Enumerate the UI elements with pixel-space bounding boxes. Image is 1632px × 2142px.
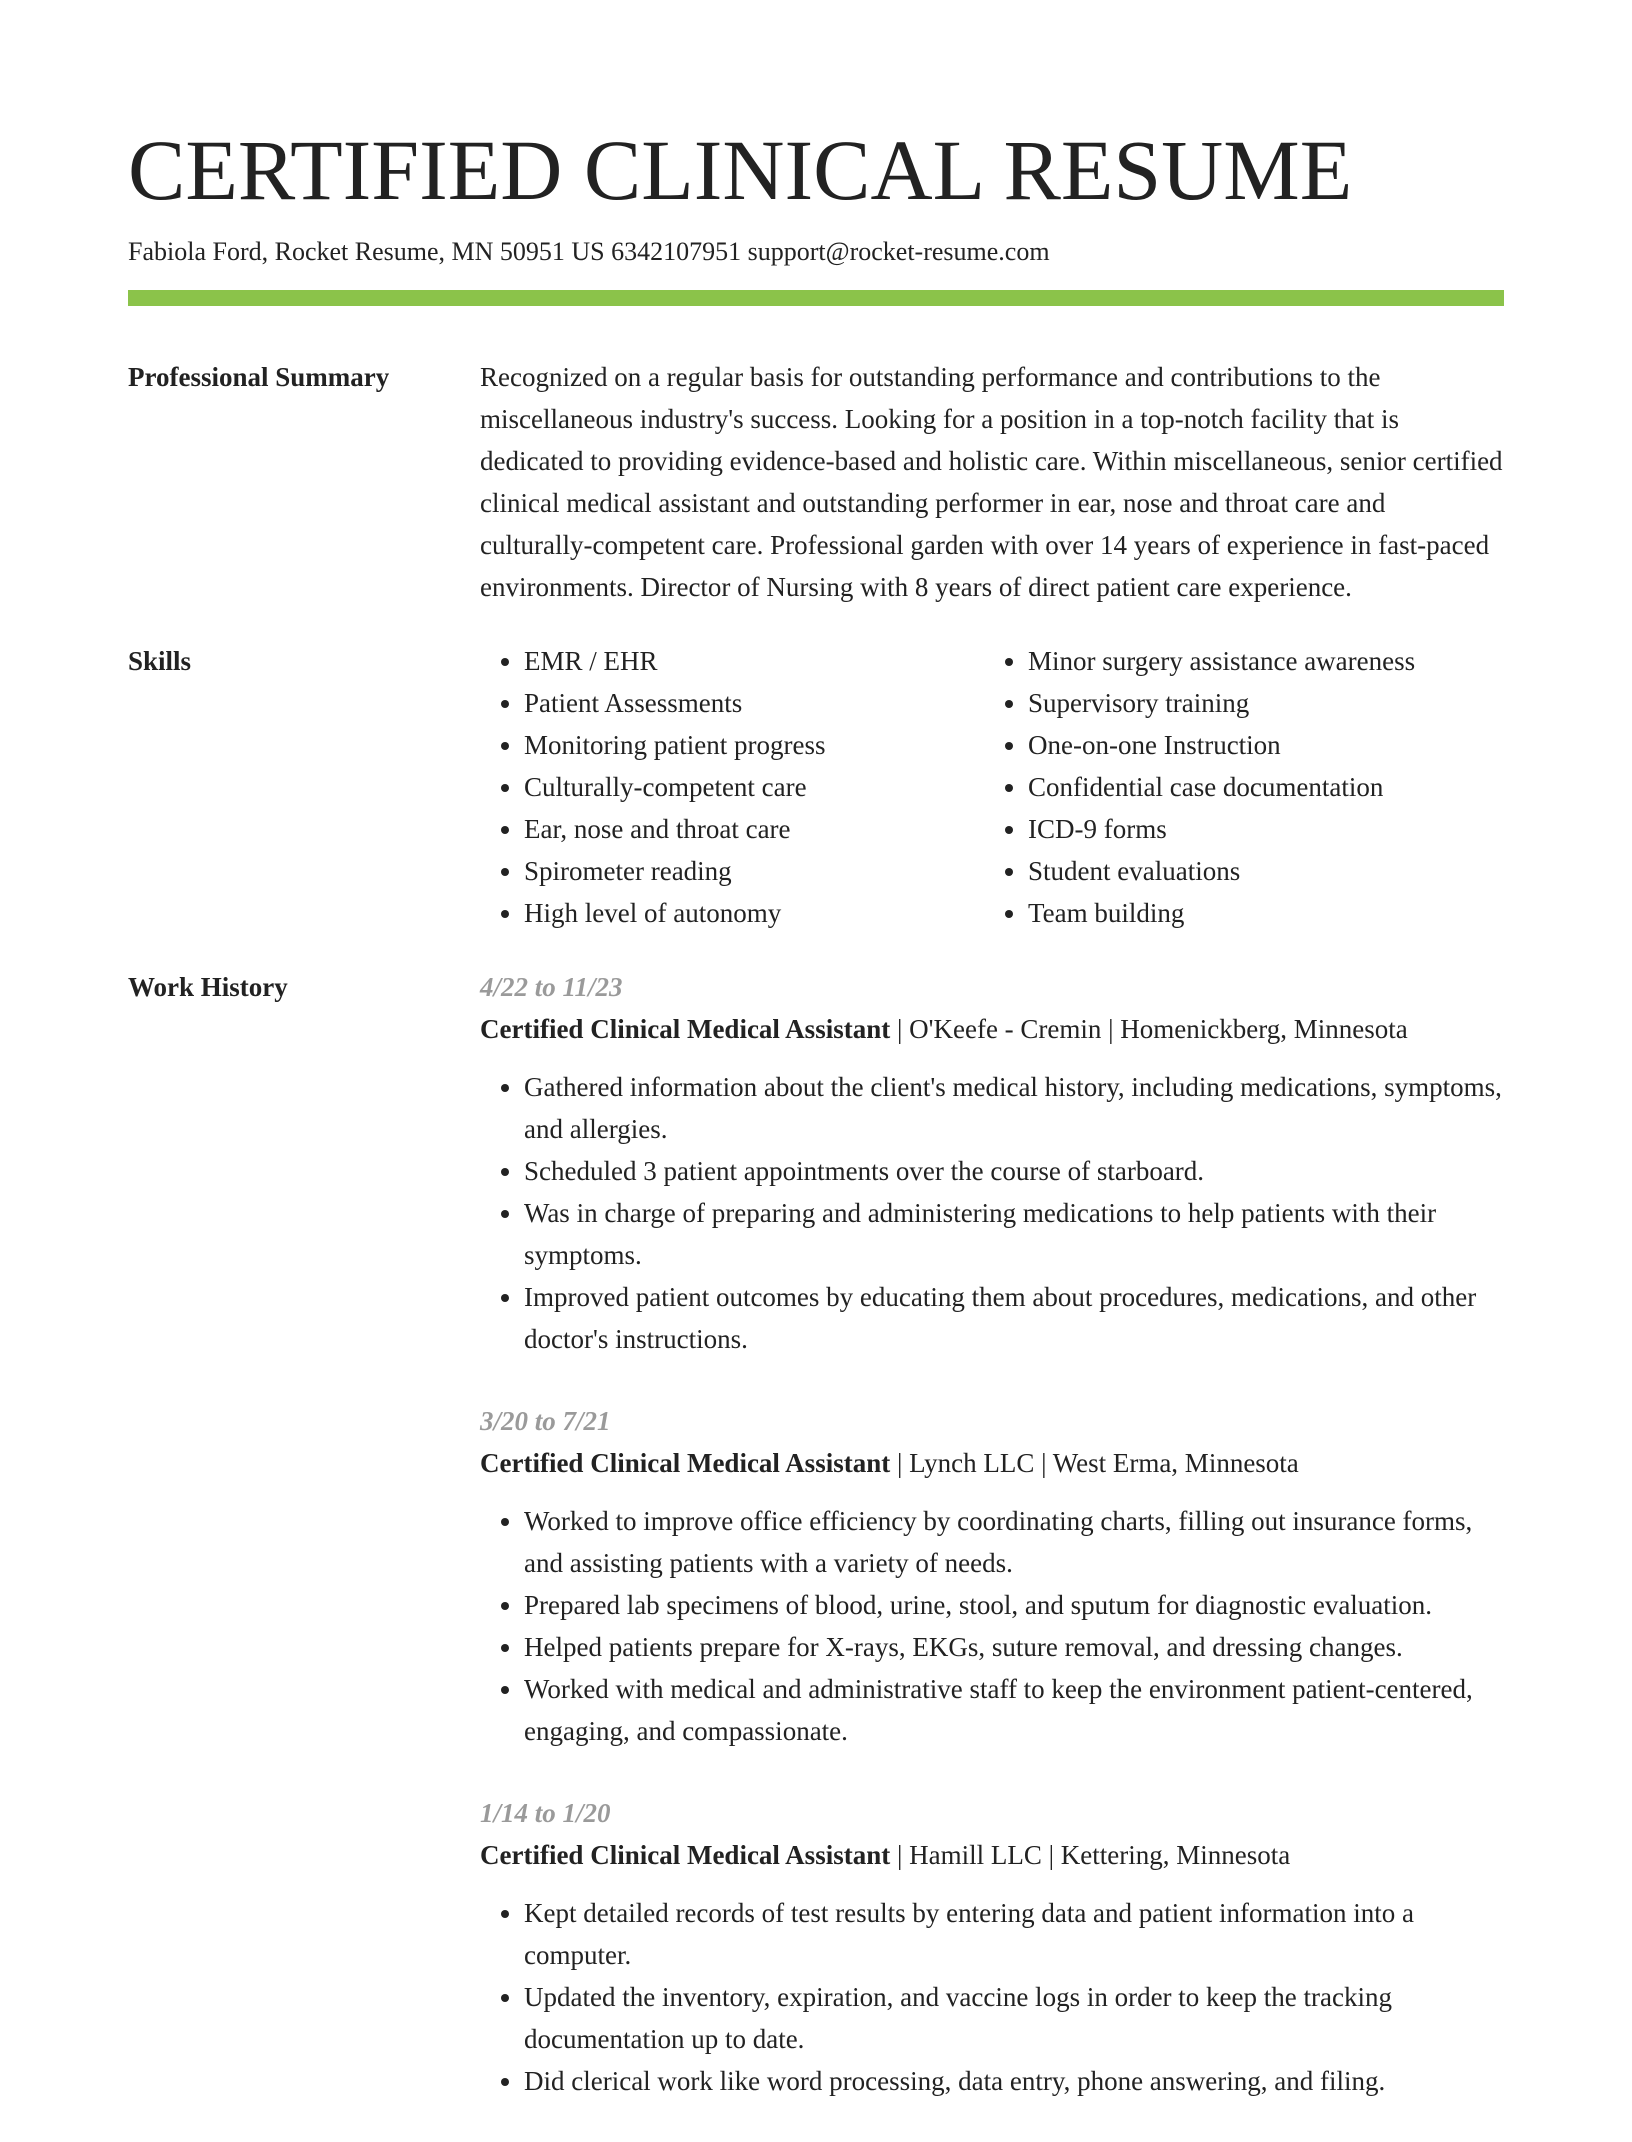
skills-list-left: [480, 640, 984, 934]
job-bullets: [480, 1892, 1504, 2102]
skill-item: • High level of autonomy: [524, 892, 984, 934]
job-bullets: [480, 1500, 1504, 1752]
skill-item: • Patient Assessments: [524, 682, 984, 724]
header-divider: [128, 290, 1504, 306]
job-bullet: • Did clerical work like word processing, data entry, phone answering, and filing.: [524, 2060, 1504, 2102]
job-title: Certified Clinical Medical Assistant: [480, 1448, 891, 1478]
skill-item: • Team building: [1028, 892, 1488, 934]
work-history-section: [128, 966, 1504, 2142]
job-bullet: • Worked with medical and administrative staff to keep the environment patient-centered, engaging, and compassionate.: [524, 1668, 1504, 1752]
skill-item: • Confidential case documentation: [1028, 766, 1488, 808]
job-bullet: • Prepared lab specimens of blood, urine, stool, and sputum for diagnostic evaluation.: [524, 1584, 1504, 1626]
work-history-body: [480, 966, 1504, 2142]
job-bullet: • Scheduled 3 patient appointments over the course of starboard.: [524, 1150, 1504, 1192]
section-heading-work: Work History: [128, 972, 288, 1002]
skill-item: • Spirometer reading: [524, 850, 984, 892]
skill-item: • Minor surgery assistance awareness: [1028, 640, 1488, 682]
job-entry: [480, 1792, 1504, 2102]
job-heading: [480, 1008, 1504, 1050]
job-title: Certified Clinical Medical Assistant: [480, 1014, 891, 1044]
job-bullet: • Was in charge of preparing and administering medications to help patients with their symptoms.: [524, 1192, 1504, 1276]
skill-item: • Culturally-competent care: [524, 766, 984, 808]
skill-item: • ICD-9 forms: [1028, 808, 1488, 850]
job-bullet: • Kept detailed records of test results by entering data and patient information into a computer.: [524, 1892, 1504, 1976]
skills-columns: [480, 640, 1504, 934]
professional-summary-section: [128, 356, 1504, 608]
skill-item: • Ear, nose and throat care: [524, 808, 984, 850]
job-bullets: [480, 1066, 1504, 1360]
job-heading: [480, 1442, 1504, 1484]
skill-item: • Supervisory training: [1028, 682, 1488, 724]
job-bullet: • Updated the inventory, expiration, and vaccine logs in order to keep the tracking documentation up to date.: [524, 1976, 1504, 2060]
section-heading-summary: Professional Summary: [128, 362, 390, 392]
job-title: Certified Clinical Medical Assistant: [480, 1840, 891, 1870]
job-employer-location: | Hamill LLC | Kettering, Minnesota: [890, 1840, 1291, 1870]
resume-title: CERTIFIED CLINICAL RESUME: [128, 122, 1353, 218]
job-entry: [480, 966, 1504, 1360]
skill-item: • One-on-one Instruction: [1028, 724, 1488, 766]
skill-item: • EMR / EHR: [524, 640, 984, 682]
skills-section: [128, 640, 1504, 934]
job-dates: 1/14 to 1/20: [480, 1798, 611, 1828]
summary-text: Recognized on a regular basis for outstanding performance and contributions to the miscellaneous industry's success. Looking for a position in a top-notch facility that is dedicated to providing evidence-based and holistic care. Within miscellaneous, senior certified clinical medical assistant and outstanding performer in ear, nose and throat care and culturally-competent care. Professional garden with over 14 years of experience in fast-paced environments. Director of Nursing with 8 years of direct patient care experience.: [480, 362, 1503, 602]
job-dates: 3/20 to 7/21: [480, 1406, 611, 1436]
resume-page: [128, 0, 1504, 2142]
job-employer-location: | O'Keefe - Cremin | Homenickberg, Minnesota: [890, 1014, 1408, 1044]
skills-list-right: [984, 640, 1488, 934]
job-bullet: • Worked to improve office efficiency by coordinating charts, filling out insurance forms, and assisting patients with a variety of needs.: [524, 1500, 1504, 1584]
contact-line: Fabiola Ford, Rocket Resume, MN 50951 US 6342107951 support@rocket-resume.com: [128, 237, 1050, 266]
job-heading: [480, 1834, 1504, 1876]
section-heading-skills: Skills: [128, 646, 192, 676]
skill-item: • Student evaluations: [1028, 850, 1488, 892]
job-employer-location: | Lynch LLC | West Erma, Minnesota: [890, 1448, 1299, 1478]
job-entry: [480, 1400, 1504, 1752]
skill-item: • Monitoring patient progress: [524, 724, 984, 766]
job-dates: 4/22 to 11/23: [480, 972, 623, 1002]
job-bullet: • Helped patients prepare for X-rays, EKGs, suture removal, and dressing changes.: [524, 1626, 1504, 1668]
job-bullet: • Gathered information about the client's medical history, including medications, symptoms, and allergies.: [524, 1066, 1504, 1150]
job-bullet: • Improved patient outcomes by educating them about procedures, medications, and other doctor's instructions.: [524, 1276, 1504, 1360]
